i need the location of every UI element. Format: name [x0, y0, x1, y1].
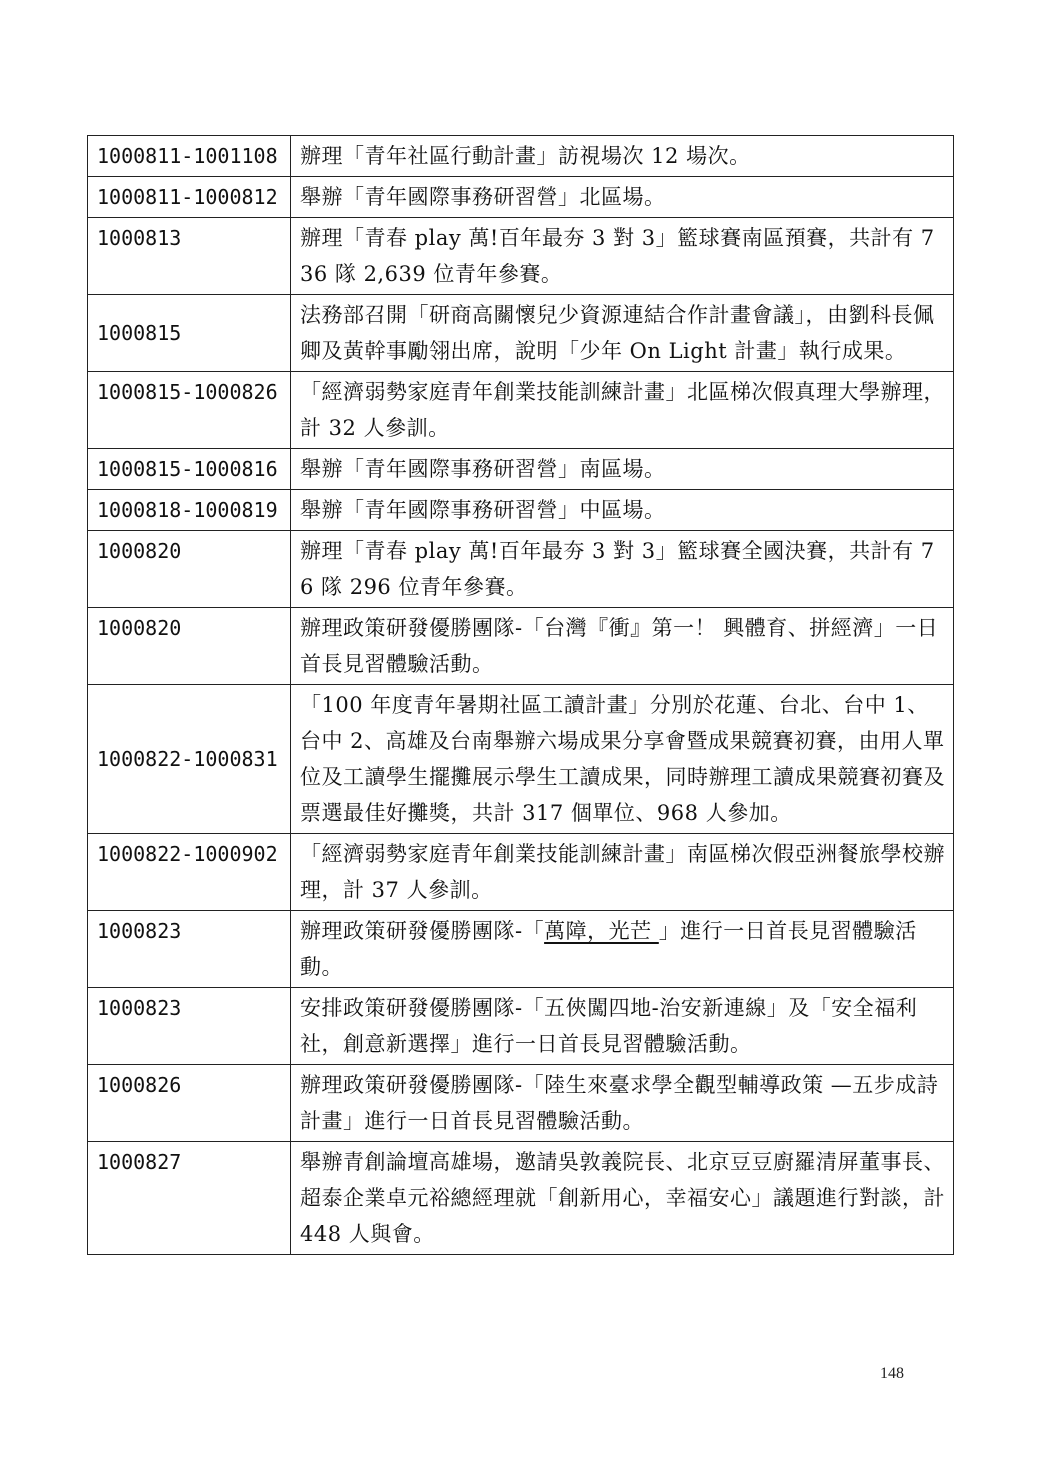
activity-table [87, 135, 954, 1255]
underlined-team-name: 萬障，光芒 [544, 919, 659, 943]
date-cell: 1000815-1000816 [88, 449, 291, 490]
description-cell: 辦理「青春 play 萬!百年最夯 3 對 3」籃球賽全國決賽，共計有 76 隊 296 位青年參賽。 [291, 531, 954, 608]
table-row [88, 372, 954, 449]
description-cell: 「經濟弱勢家庭青年創業技能訓練計畫」南區梯次假亞洲餐旅學校辦理，計 37 人參訓。 [291, 834, 954, 911]
table-row [88, 1065, 954, 1142]
table-row [88, 136, 954, 177]
description-cell [291, 911, 954, 988]
date-cell: 1000823 [88, 911, 291, 988]
table-row [88, 449, 954, 490]
date-cell: 1000820 [88, 608, 291, 685]
description-cell: 舉辦「青年國際事務研習營」北區場。 [291, 177, 954, 218]
date-cell: 1000811-1001108 [88, 136, 291, 177]
description-cell: 辦理政策研發優勝團隊-「台灣『衝』第一！ 興體育、拼經濟」一日首長見習體驗活動。 [291, 608, 954, 685]
table-row [88, 295, 954, 372]
description-cell: 辦理政策研發優勝團隊-「陸生來臺求學全觀型輔導政策 —五步成詩計畫」進行一日首長見習體驗活動。 [291, 1065, 954, 1142]
description-cell: 「100 年度青年暑期社區工讀計畫」分別於花蓮、台北、台中 1、台中 2、高雄及台南舉辦六場成果分享會暨成果競賽初賽，由用人單位及工讀學生擺攤展示學生工讀成果，同時辦理工讀成果競賽初賽及票選最佳好攤獎，共計 317 個單位、968 人參加。 [291, 685, 954, 834]
date-cell: 1000823 [88, 988, 291, 1065]
table-row [88, 834, 954, 911]
table-row [88, 490, 954, 531]
description-prefix: 辦理政策研發優勝團隊-「 [300, 919, 545, 943]
description-cell: 辦理「青年社區行動計畫」訪視場次 12 場次。 [291, 136, 954, 177]
table-row [88, 177, 954, 218]
date-cell: 1000815-1000826 [88, 372, 291, 449]
date-cell: 1000822-1000831 [88, 685, 291, 834]
description-cell: 舉辦青創論壇高雄場，邀請吳敦義院長、北京豆豆廚羅清屏董事長、超泰企業卓元裕總經理就「創新用心，幸福安心」議題進行對談，計 448 人與會。 [291, 1142, 954, 1255]
date-cell: 1000826 [88, 1065, 291, 1142]
description-cell: 辦理「青春 play 萬!百年最夯 3 對 3」籃球賽南區預賽，共計有 736 隊 2,639 位青年參賽。 [291, 218, 954, 295]
table-row [88, 531, 954, 608]
table-row [88, 988, 954, 1065]
date-cell: 1000815 [88, 295, 291, 372]
table-row [88, 1142, 954, 1255]
table-row [88, 911, 954, 988]
date-cell: 1000827 [88, 1142, 291, 1255]
description-cell: 法務部召開「研商高關懷兒少資源連結合作計畫會議」，由劉科長佩卿及黃幹事勵翎出席，說明「少年 On Light 計畫」執行成果。 [291, 295, 954, 372]
table-row [88, 608, 954, 685]
description-cell: 「經濟弱勢家庭青年創業技能訓練計畫」北區梯次假真理大學辦理，計 32 人參訓。 [291, 372, 954, 449]
description-cell: 安排政策研發優勝團隊-「五俠闖四地-治安新連線」及「安全福利社，創意新選擇」進行一日首長見習體驗活動。 [291, 988, 954, 1065]
date-cell: 1000820 [88, 531, 291, 608]
description-suffix: 」進行一日首長見習體驗活動。 [300, 919, 917, 979]
page-number: 148 [880, 1365, 904, 1382]
description-cell: 舉辦「青年國際事務研習營」中區場。 [291, 490, 954, 531]
date-cell: 1000822-1000902 [88, 834, 291, 911]
date-cell: 1000813 [88, 218, 291, 295]
table-row [88, 218, 954, 295]
date-cell: 1000818-1000819 [88, 490, 291, 531]
description-cell: 舉辦「青年國際事務研習營」南區場。 [291, 449, 954, 490]
table-row [88, 685, 954, 834]
date-cell: 1000811-1000812 [88, 177, 291, 218]
